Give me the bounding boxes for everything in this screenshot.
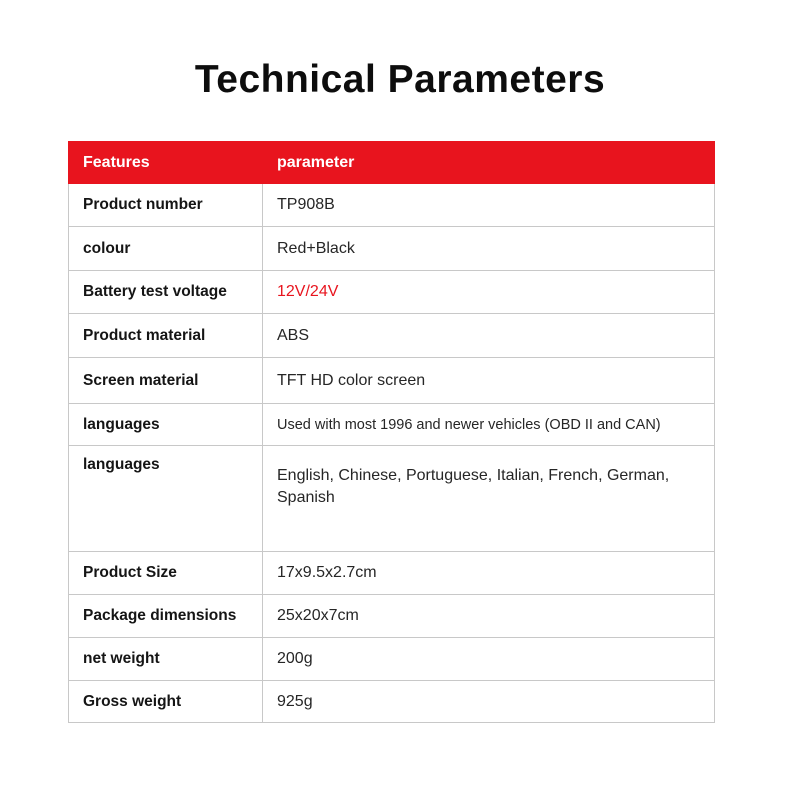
table-row	[69, 271, 715, 314]
table-row	[69, 358, 715, 404]
feature-cell: Product material	[69, 314, 263, 358]
value-cell: 925g	[263, 681, 715, 723]
value-cell: TFT HD color screen	[263, 358, 715, 404]
table-row	[69, 595, 715, 638]
feature-cell: colour	[69, 227, 263, 271]
value-cell: Used with most 1996 and newer vehicles (OBD II and CAN)	[263, 404, 715, 446]
feature-cell: Product number	[69, 184, 263, 227]
table-row	[69, 314, 715, 358]
feature-cell: Battery test voltage	[69, 271, 263, 314]
value-cell: TP908B	[263, 184, 715, 227]
table-row	[69, 227, 715, 271]
value-cell: Red+Black	[263, 227, 715, 271]
table-row	[69, 681, 715, 723]
table-row	[69, 446, 715, 552]
feature-cell: Gross weight	[69, 681, 263, 723]
feature-cell: net weight	[69, 638, 263, 681]
feature-cell: Screen material	[69, 358, 263, 404]
table-row	[69, 638, 715, 681]
table-row	[69, 552, 715, 595]
table-header-row	[69, 142, 715, 184]
technical-parameters-table	[68, 141, 715, 723]
value-cell: ABS	[263, 314, 715, 358]
feature-cell: languages	[69, 404, 263, 446]
table-row	[69, 404, 715, 446]
value-cell: 17x9.5x2.7cm	[263, 552, 715, 595]
value-cell: English, Chinese, Portuguese, Italian, French, German, Spanish	[263, 446, 715, 552]
feature-cell: Product Size	[69, 552, 263, 595]
feature-cell: languages	[69, 446, 263, 552]
value-cell: 25x20x7cm	[263, 595, 715, 638]
page-title: Technical Parameters	[194, 58, 606, 101]
table-row	[69, 184, 715, 227]
header-parameter: parameter	[263, 142, 715, 184]
value-cell: 200g	[263, 638, 715, 681]
value-cell: 12V/24V	[263, 271, 715, 314]
header-features: Features	[69, 142, 263, 184]
feature-cell: Package dimensions	[69, 595, 263, 638]
